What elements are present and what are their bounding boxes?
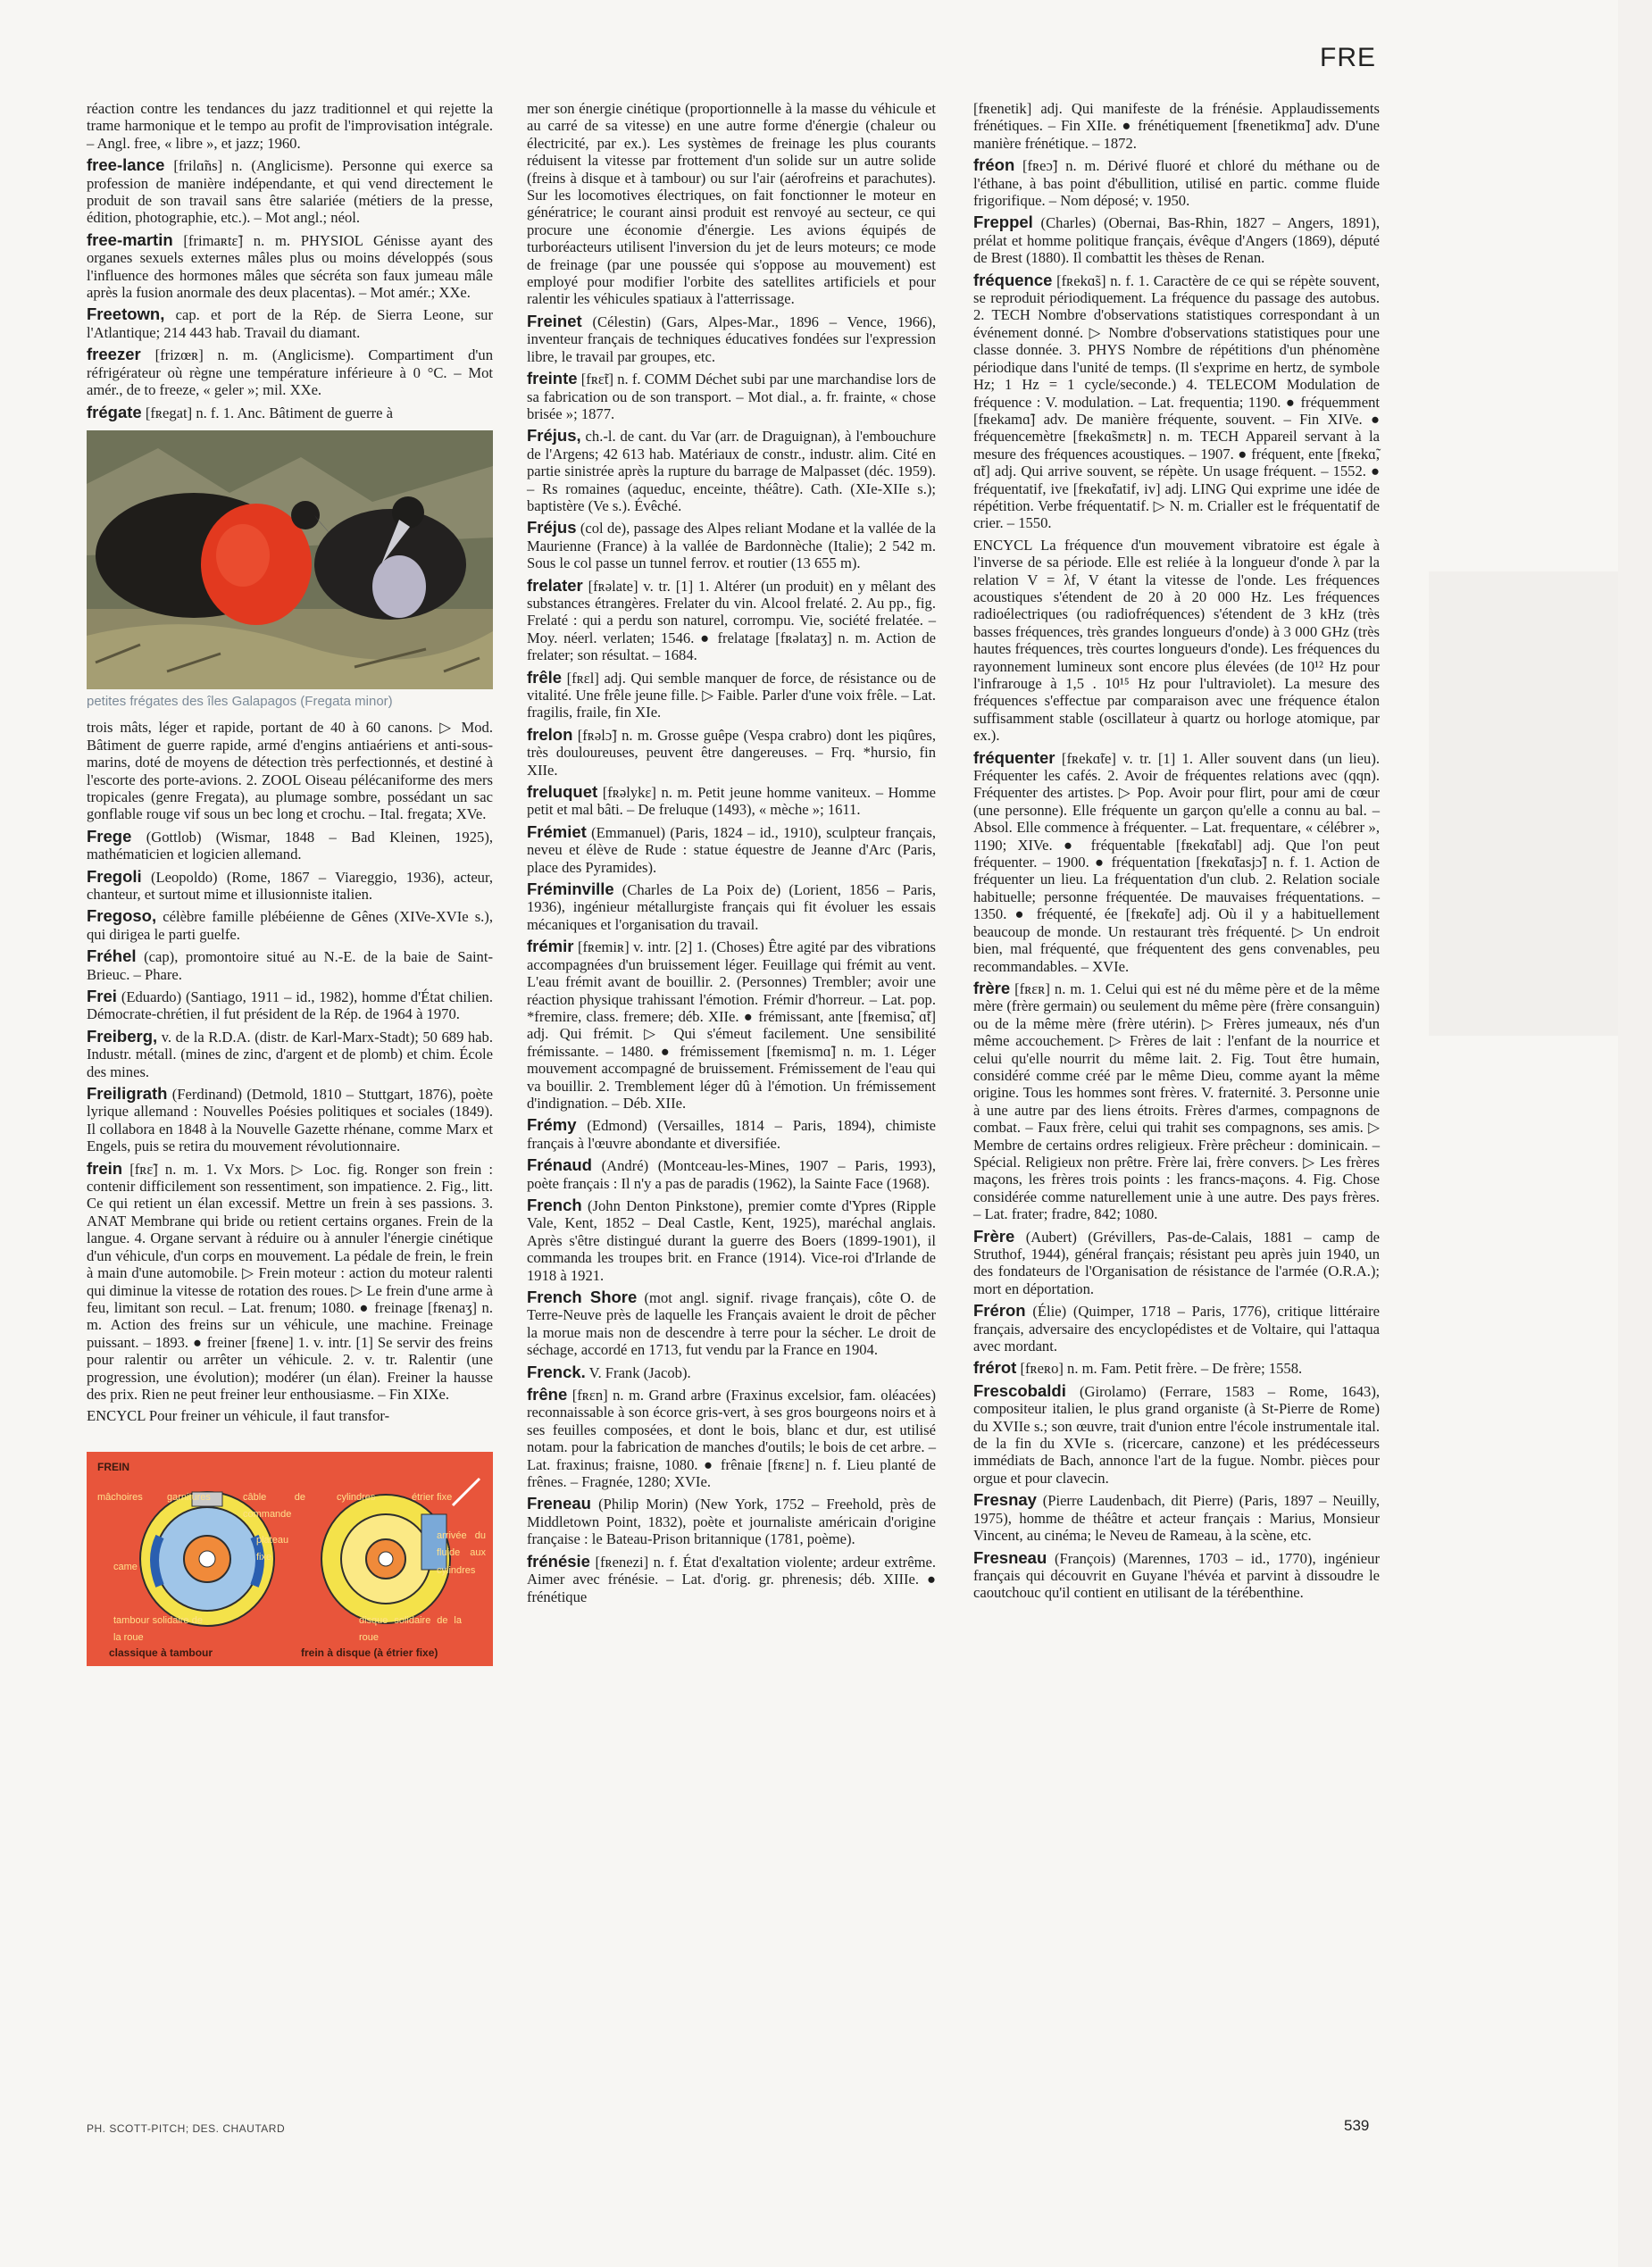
entry-text: (Gottlob) (Wismar, 1848 – Bad Kleinen, 1925), mathématicien et logicien allemand. (87, 828, 493, 863)
entry-text: (Pierre Laudenbach, dit Pierre) (Paris, 1897 – Neuilly, 1975), homme de théâtre et acteur français : Marius, Monsieur Vincent, au cinéma; le Neveu de Rameau, à la scène, etc. (973, 1492, 1380, 1545)
headword: free-martin (87, 229, 173, 249)
headword: frémir (527, 937, 574, 956)
entry-text: [fʀegat] n. f. 1. Anc. Bâtiment de guerre à (145, 404, 394, 421)
entry-text: [fʀekɑ̃s] n. f. 1. Caractère de ce qui se répète souvent, se reproduit périodiquement. La fréquence du passage des autobus. 2. TECH Nombre d'observations statistiques correspondant à un événement donné. ▷ Nombre d'observations statistiques pour une classe donnée. 3. PHYS Nombre de répétitions d'un phénomène périodique dans l'unité de temps. (Il s'exprime en hertz, de symbole Hz; 1 Hz = 1 cycle/seconde.) 4. TELECOM Modulation de fréquence : V. modulation. – Lat. frequentia; 1190. ● fréquemment [fʀekamɑ̃] adv. De manière fréquente, souvent. – Fin XIVe. ● fréquencemètre [fʀekɑ̃smɛtʀ] n. m. TECH Appareil servant à la mesure des fréquences acoustiques. – 1907. ● fréquent, ente [fʀekɑ̃, ɑ̃t] adj. Qui arrive souvent, se répète. Un usage fréquent. – 1552. ● fréquentatif, ive [fʀekɑ̃tatif, iv] adj. LING Qui exprime une idée de répétition. Verbe fréquentatif. ▷ N. m. Crialler est le fréquentatif de crier. – 1550. (973, 271, 1380, 532)
column-2 (527, 100, 936, 1610)
photo-caption: petites frégates des îles Galapagos (Fregata minor) (87, 693, 393, 709)
entry-text: [frizœʀ] n. m. (Anglicisme). Compartiment d'un réfrigérateur où règne une température inférieure à 0 °C. – Mot amér., de to freeze, « geler »; mil. XXe. (87, 346, 493, 399)
entry-text: réaction contre les tendances du jazz traditionnel et qui rejette la trame harmonique et le tempo au profit de l'improvisation intégrale. – Angl. free, « libre », et jazz; 1960. (87, 100, 493, 152)
dictionary-entry (87, 828, 493, 863)
entry-text: [fʀɛʀ] n. m. 1. Celui qui est né du même père et de la même mère (frère germain) ou seulement du même père (frère consanguin) ou de la même mère (frère utérin). ▷ Frères jumeaux, nés d'un même accouchement. ▷ Frères de lait : l'enfant de la nourrice et celui qu'elle nourrit du même lait. 2. Fig. Tout être humain, considéré comme créé par le même Dieu, comme ayant la même origine. Tous les hommes sont frères. V. fraternité. 3. Personne unie à une autre par des liens étroits. Frères d'armes, compagnons de combat. – Faux frère, celui qui trahit ses compagnons, ses amis. ▷ Membre de certains ordres religieux. Frère prêcheur : dominicain. – Spécial. Religieux non prêtre. Frère lai, frère convers. ▷ Les frères maçons, les frères trois points : les francs-maçons. 4. Fig. Chose considérée comme naturellement unie à une autre. Des pays frères. – Lat. frater; fradre, 842; 1080. (973, 979, 1381, 1223)
entry-text: (Leopoldo) (Rome, 1867 – Viareggio, 1936), acteur, chanteur, et surtout mime et illusionniste italien. (87, 868, 493, 903)
entry-text: cap. et port de la Rép. de Sierra Leone, sur l'Atlantique; 214 443 hab. Travail du diamant. (87, 306, 494, 341)
entry-text: [fʀemiʀ] v. intr. [2] 1. (Choses) Être agité par des vibrations accompagnées d'un bruissement léger. Feuillage qui frémit au vent. L'eau frémit avant de bouillir. 2. (Personnes) Trembler; avoir une réaction physique trahissant l'émotion. Frémir d'horreur. – Lat. pop. *fremire, class. fremere; déb. XIIe. ● frémissant, ante [fʀemisɑ̃, ɑ̃t] adj. Qui frémit. ▷ Qui s'émeut facilement. Une sensibilité frémissante. – 1480. ● frémissement [fʀemismɑ̃] n. m. 1. Léger mouvement accompagné de bruissement. Frémissement de l'eau qui va bouillir. 2. Tremblement léger dû à l'émotion. Un frémissement d'indignation. – Déb. XIIe. (527, 938, 937, 1112)
entry-text: [fʀenetik] adj. Qui manifeste de la frénésie. Applaudissements frénétiques. – Fin XIIe. ● frénétiquement [fʀenetikmɑ̃] adv. D'une manière frénétique. – 1872. (973, 100, 1380, 152)
dictionary-entry (527, 1495, 936, 1547)
headword: Frenck. (527, 1362, 586, 1381)
label-disque: disque solidaire de la roue (359, 1614, 462, 1644)
headword: Frénaud (527, 1155, 592, 1175)
dictionary-entry (87, 231, 493, 302)
entry-text: [fʀeɔ̃] n. m. Dérivé fluoré et chloré du méthane ou de l'éthane, à bas point d'ébullition, utilisé en partic. comme fluide frigorifique. – Nom déposé; v. 1950. (973, 157, 1380, 210)
dictionary-entry (87, 907, 493, 943)
label-arrivee: arrivée du fluide aux cylindres (437, 1529, 486, 1576)
entry-text: [fʀɛ̃t] n. f. COMM Déchet subi par une marchandise lors de sa fabrication ou de son transport. – Mot dial., a. fr. frainte, « chose brisée »; 1877. (527, 371, 936, 422)
dictionary-entry (527, 313, 936, 365)
dictionary-entry (527, 1288, 936, 1359)
dictionary-entry (527, 783, 936, 819)
headword: Fréron (973, 1301, 1026, 1321)
dictionary-entry (527, 427, 936, 514)
headword: fréquence (973, 270, 1053, 289)
dictionary-entry (87, 868, 493, 904)
headword: free-lance (87, 155, 165, 175)
headword: Fréjus, (527, 426, 581, 446)
dictionary-entry (973, 1549, 1380, 1602)
entry-text: ch.-l. de cant. du Var (arr. de Draguignan), à l'embouchure de l'Argens; 42 613 hab. Matériaux de constr., industr. alim. Cité en partie sinistrée après la rupture du barrage de Malpasset (déc. 1959). – Rs romaines (aqueduc, enceinte, théâtre). Cath. (XIe-XIIe s.); baptistère (Ve s.). Évêché. (527, 428, 937, 514)
dictionary-entry (527, 823, 936, 876)
dictionary-entry (973, 1228, 1380, 1298)
headword: Frescobaldi (973, 1380, 1066, 1400)
entry-text: (col de), passage des Alpes reliant Modane et la vallée de la Maurienne (France) à la vallée de Bardonnèche (Italie); 2 542 m. Sous le col passe un tunnel ferrov. et routier (13 655 m). (527, 520, 936, 572)
entry-text: mer son énergie cinétique (proportionnelle à la masse du véhicule et au carré de sa vitesse) en une autre forme d'énergie (chaleur ou électricité, par ex.). Les systèmes de freinage les plus courants réduisent la vitesse par frottement d'un solide sur un autre solide (freins à disque et à tambour) ou sur l'air (aérofreins et parachutes). Sur les locomotives électriques, on fait fonctionner le moteur en génératrice; le courant ainsi produit est renvoyé au secteur, ce qui procure une économie d'énergie. Les avions équipés de turboréacteurs utilisent l'inversion du jet de leurs moteurs; ce mode de freinage (par une poussée qui s'oppose au mouvement) est employé pour modifier l'orbite des satellites artificiels et pour ralentir les véhicules spatiaux à l'atterrissage. (527, 100, 936, 308)
entry-text: (André) (Montceau-les-Mines, 1907 – Paris, 1993), poète français : Il n'y a pas de paradis (1962), la Sainte Face (1968). (527, 1157, 936, 1192)
headword: freezer (87, 345, 141, 364)
headword: frêle (527, 667, 563, 687)
entry-text: ENCYCL La fréquence d'un mouvement vibratoire est égale à l'inverse de sa période. Elle est reliée à la longueur d'onde λ par la relation V = λf, V étant la vitesse de l'onde. Les fréquences acoustiques s'étendent de 20 à 20 000 Hz. Les fréquences radioélectriques (ou radiofréquences) s'étendent de 3 kHz (très basses fréquences, très grandes longueurs d'onde) à 3 000 GHz (très hautes fréquences, très courtes longueurs d'onde). Les fréquences du rayonnement lumineux sont encore plus élevées (de 10¹² Hz pour l'infrarouge à 1,5 . 10¹⁵ Hz pour l'ultraviolet). La mesure des fréquences s'effectue par comparaison avec une fréquence étalon suffisamment stable (oscillateur à quartz ou horloge atomique, par ex.). (973, 536, 1380, 745)
headword: Freetown, (87, 304, 165, 324)
headword: Fresnay (973, 1490, 1037, 1510)
dictionary-entry (527, 1386, 936, 1490)
entry-text: [fʀeʀo] n. m. Fam. Petit frère. – De frère; 1558. (1020, 1360, 1303, 1378)
dictionary-entry (527, 726, 936, 779)
dictionary-entry (973, 749, 1380, 975)
label-etrier: étrier fixe (412, 1491, 453, 1503)
dictionary-entry (87, 1085, 493, 1155)
headword: Fresneau (973, 1547, 1047, 1567)
entry-text: (Charles de La Poix de) (Lorient, 1856 – Paris, 1936), ingénieur métallurgiste français qui fit évoluer les essais mécaniques et l'organisation du travail. (527, 881, 936, 933)
entry-text: (Philip Morin) (New York, 1752 – Freehold, près de Middletown Point, 1832), poète et journaliste américain d'origine française : le Bateau-Prison britannique (1781, poème). (527, 1496, 936, 1548)
label-cable: câble de commande (243, 1491, 305, 1521)
dictionary-entry (973, 100, 1380, 152)
headword: French (527, 1195, 582, 1214)
page-number: 539 (1344, 2117, 1370, 2134)
entry-text: [fʀɛl] adj. Qui semble manquer de force, de résistance ou de vitalité. Une frêle jeune fille. ▷ Faible. Parler d'une voix frêle. – Lat. fragilis, fraile, fin XIe. (527, 669, 937, 721)
dictionary-entry (527, 519, 936, 571)
headword: frein (87, 1158, 123, 1178)
headword: freluquet (527, 782, 598, 802)
entry-text: (Charles) (Obernai, Bas-Rhin, 1827 – Angers, 1891), prélat et homme politique français, évêque d'Angers (1869), député de Brest (1880). Il combattit les thèses de Renan. (973, 214, 1380, 267)
headword: Fréminville (527, 879, 614, 899)
entry-text: (cap), promontoire situé au N.-E. de la baie de Saint-Brieuc. – Phare. (87, 948, 493, 983)
headword: French Shore (527, 1288, 638, 1306)
label-plateau: plateau fixe (256, 1534, 289, 1563)
headword: fréon (973, 155, 1015, 175)
caption-tambour: classique à tambour (109, 1646, 213, 1659)
dictionary-entry (527, 577, 936, 664)
headword: frelater (527, 575, 583, 595)
bleed-through (1429, 571, 1618, 1036)
headword: Frémy (527, 1115, 577, 1135)
dictionary-entry (973, 1382, 1380, 1487)
dictionary-entry (973, 156, 1380, 209)
dictionary-entry (527, 669, 936, 721)
entry-text: [fʀəlate] v. tr. [1] 1. Altérer (un produit) en y mêlant des substances étrangères. Frelater du vin. Alcool frelaté. 2. Au pp., fig. Frelaté : qui a perdu son naturel, corrompu. Vie, société frelatée. – Moy. néerl. verlaten; 1546. ● frelatage [fʀəlataʒ] n. m. Action de frelater; son résultat. – 1684. (527, 577, 936, 664)
diagram-title: FREIN (97, 1460, 129, 1473)
column-3 (973, 100, 1380, 1606)
dictionary-entry (527, 100, 936, 308)
entry-text: [fʀekɑ̃te] v. tr. [1] 1. Aller souvent dans (un lieu). Fréquenter les cafés. 2. Avoir de fréquentes relations avec (qqn). Fréquenter des artistes. ▷ Pop. Avoir pour flirt, pour ami de cœur (une personne). Elle fréquente un garçon qu'elle a connu au bal. – Absol. Elle commence à fréquenter. – Lat. frequentare, « célébrer », 1190; XIVe. ● fréquentable [fʀekɑ̃tabl] adj. Que l'on peut fréquenter. – 1900. ● fréquentation [fʀekɑ̃tasjɔ̃] n. f. 1. Action de fréquenter un lieu. La fréquentation d'un club. 2. Relation sociale habituelle; personne fréquentée. De mauvaises fréquentations. – 1350. ● fréquenté, ée [fʀekɑ̃te] adj. Où il y a habituellement beaucoup de monde. Un restaurant très fréquenté. ▷ Un endroit bien, mal fréquenté, que fréquentent des gens convenables, peu recommandables. – XVIe. (973, 749, 1381, 975)
headword: frelon (527, 724, 573, 744)
dictionary-entry (87, 719, 493, 822)
label-came: came (113, 1561, 138, 1572)
headword: Fregoli (87, 866, 142, 886)
dictionary-entry (973, 537, 1380, 745)
headword: frérot (973, 1358, 1017, 1378)
headword: Freppel (973, 213, 1033, 232)
dictionary-entry (87, 1028, 493, 1080)
dictionary-entry (527, 1363, 936, 1381)
headword: Fregoso, (87, 906, 157, 926)
label-machoires: mâchoires (97, 1491, 143, 1503)
entry-text: (Girolamo) (Ferrare, 1583 – Rome, 1643), compositeur italien, le plus grand organiste (à St-Pierre de Rome) du XVIIe s.; son œuvre, trait d'union entre l'école instrumentale ital. de la fin du XVIe s. (ricercare, canzone) et les prédécesseurs immédiats de Bach, annonce l'art de la fugue. Nombr. pièces pour orgue et pour clavecin. (973, 1382, 1380, 1487)
entry-text: (Eduardo) (Santiago, 1911 – id., 1982), homme d'État chilien. Démocrate-chrétien, il fut président de la Rép. de 1964 à 1970. (87, 988, 494, 1023)
entry-text: (mot angl. signif. rivage français), côte O. de Terre-Neuve près de laquelle les Français avaient le droit de pêcher la morue mais non de descendre à terre pour la sécher. Le droit de séchage, accordé en 1713, fut vendu par la France en 1904. (527, 1289, 937, 1359)
headword: frère (973, 978, 1011, 997)
headword: freinte (527, 369, 578, 388)
headword: frégate (87, 402, 142, 421)
entry-text: célèbre famille plébéienne de Gênes (XIVe-XVIe s.), qui dirigea le parti guelfe. (87, 908, 493, 943)
dictionary-entry (87, 156, 493, 227)
entry-text: [frimaʀtɛ̃] n. m. PHYSIOL Génisse ayant des organes sexuels externes mâles plus ou moins développés (sous l'influence des hormones mâles que sécréta son faux jumeau mâle après la fusion anormale des deux placentas). – Mot amér.; XXe. (87, 231, 494, 302)
dictionary-entry (527, 1553, 936, 1605)
dictionary-entry (973, 213, 1380, 266)
dictionary-entry (87, 947, 493, 983)
headword: frêne (527, 1385, 568, 1404)
brake-diagram (87, 1452, 493, 1666)
dictionary-entry (527, 938, 936, 1112)
dictionary-entry (87, 404, 493, 421)
headword: Frei (87, 987, 117, 1005)
headword: Freiberg, (87, 1026, 158, 1046)
entry-text: [fʀenezi] n. f. État d'exaltation violente; ardeur extrême. Aimer avec frénésie. – Lat. d'orig. gr. phrenesis; déb. XIIIe. ● frénétique (527, 1553, 936, 1605)
entry-text: (Ferdinand) (Detmold, 1810 – Stuttgart, 1876), poète lyrique allemand : Nouvelles Poésies politiques et sociales (1849). Il collabora en 1848 à la Nouvelle Gazette rhénane, comme Marx et Engels, puis se retira du mouvement révolutionnaire. (87, 1086, 493, 1155)
headword: Frère (973, 1226, 1015, 1246)
label-cylindres: cylindres (337, 1491, 376, 1503)
entry-text: (Edmond) (Versailles, 1814 – Paris, 1894), chimiste français à l'œuvre abondante et diversifiée. (527, 1117, 936, 1152)
dictionary-entry (527, 370, 936, 422)
headword: Frémiet (527, 821, 587, 841)
dictionary-entry (527, 880, 936, 933)
dictionary-entry (973, 1359, 1380, 1377)
dictionary-entry (87, 346, 493, 398)
column-1 (87, 100, 493, 1666)
frigatebird-illustration (87, 430, 493, 689)
entry-text: ENCYCL Pour freiner un véhicule, il faut transfor- (87, 1407, 390, 1425)
headword: Fréjus (527, 518, 577, 538)
entry-text: [fʀɛn] n. m. Grand arbre (Fraxinus excelsior, fam. oléacées) reconnaissable à son écorce gris-vert, à ses gros bourgeons noirs et à ses feuilles composées, et dont le bois, blanc et dur, est utilisé notam. pour la fabrication de manches d'outils; le bois de cet arbre. – Lat. fraxinus; fraisne, 1080. ● frênaie [fʀɛnɛ] n. f. Lieu planté de frênes. – Fragnée, 1280; XVIe. (527, 1387, 936, 1491)
headword: fréquenter (973, 747, 1055, 767)
section-header: FRE (1320, 43, 1376, 72)
entry-text: (Élie) (Quimper, 1718 – Paris, 1776), critique littéraire français, adversaire des encyclopédistes et de Voltaire, qui l'attaqua avec mordant. (973, 1303, 1380, 1355)
photo-credit: PH. SCOTT-PITCH; DES. CHAUTARD (87, 2122, 286, 2135)
dictionary-entry (973, 1491, 1380, 1544)
label-garnitures: garnitures (167, 1491, 211, 1503)
entry-text: (Aubert) (Grévillers, Pas-de-Calais, 1881 – camp de Struthof, 1944), général français; résistant peu après juin 1940, un des fondateurs de l'Organisation de résistance de l'armée (O.R.A.); mort en déportation. (973, 1228, 1380, 1297)
entry-text: (François) (Marennes, 1703 – id., 1770), ingénieur français qui découvrit en Guyane l'hévéa et parvint à dissoudre le caoutchouc qu'il contient en utilisant de la térébenthine. (973, 1549, 1380, 1602)
dictionary-entry (527, 1196, 936, 1284)
entry-text: V. Frank (Jacob). (588, 1363, 691, 1381)
dictionary-entry (87, 1407, 493, 1424)
dictionary-entry (87, 988, 493, 1023)
entry-text: [frilɑ̃ns] n. (Anglicisme). Personne qui exerce sa profession de manière indépendante, et qui vend directement le produit de son travail sans être salariée (métiers de la presse, édition, photographie, etc.). – Mot angl.; néol. (87, 157, 493, 227)
dictionary-entry (973, 271, 1380, 532)
entry-text: [fʀɛ̃] n. m. 1. Vx Mors. ▷ Loc. fig. Ronger son frein : contenir difficilement son ressentiment, son impatience. 2. Fig., litt. Ce qui retient un élan excessif. Mettre un frein à ses passions. 3. ANAT Membrane qui bride ou retient certains organes. Frein de la langue. 4. Organe servant à réduire ou à annuler l'énergie cinétique d'un véhicule, d'un corps en mouvement. La pédale de frein, le frein à main d'une automobile. ▷ Frein moteur : action du moteur ralenti qui diminue la vitesse de rotation des roues. ▷ Le frein d'une arme à feu, limitant son recul. – Lat. frenum; 1080. ● freinage [fʀenaʒ] n. m. Action des freins sur un véhicule, une machine. Freinage puissant. – 1893. ● freiner [fʀene] 1. v. intr. [1] Se servir des freins pour ralentir ou arrêter un véhicule. 2. v. tr. Ralentir (une progression, une évolution); modérer (un élan). Freiner la hausse des prix. Rien ne peut freiner leur enthousiasme. – Fin XIXe. (87, 1160, 494, 1403)
entry-text: [fʀəlɔ̃] n. m. Grosse guêpe (Vespa crabro) dont les piqûres, très douloureuses, peuvent être dangereuses. – Frq. *hursio, fin XIIe. (527, 726, 936, 779)
headword: Fréhel (87, 946, 137, 966)
entry-text: (Emmanuel) (Paris, 1824 – id., 1910), sculpteur français, neveu et élève de Rude : statue équestre de Jeanne d'Arc (Paris, place des Pyramides). (527, 823, 936, 876)
entry-text: [fʀəlykɛ] n. m. Petit jeune homme vaniteux. – Homme petit et mal bâti. – De freluque (1493), « mèche »; 1611. (527, 784, 936, 819)
entry-text: (Célestin) (Gars, Alpes-Mar., 1896 – Vence, 1966), inventeur français de techniques éducatives fondées sur l'expression libre, le travail par groupes, etc. (527, 313, 936, 365)
dictionary-entry (973, 979, 1380, 1223)
dictionary-entry (527, 1156, 936, 1192)
label-tambour: tambour solidaire de la roue (113, 1614, 203, 1644)
frigatebird-photo (87, 430, 493, 689)
headword: Frege (87, 826, 132, 846)
headword: frénésie (527, 1551, 590, 1571)
dictionary-entry (87, 1160, 493, 1404)
headword: Freneau (527, 1494, 591, 1513)
dictionary-entry (87, 305, 493, 341)
entry-text: (John Denton Pinkstone), premier comte d'Ypres (Ripple Vale, Kent, 1852 – Deal Castle, Kent, 1925), maréchal anglais. Après s'être distingué durant la guerre des Boers (1899-1901), il commanda les troupes brit. en France (1914). Vice-roi d'Irlande de 1918 à 1921. (527, 1196, 936, 1284)
dictionary-entry (527, 1116, 936, 1152)
dictionary-entry (87, 100, 493, 152)
dictionary-entry (973, 1302, 1380, 1354)
headword: Freinet (527, 311, 582, 330)
caption-disque: frein à disque (à étrier fixe) (301, 1646, 438, 1659)
headword: Freiligrath (87, 1084, 168, 1104)
entry-text: trois mâts, léger et rapide, portant de 40 à 60 canons. ▷ Mod. Bâtiment de guerre rapide, armé d'engins antiaériens et anti-sous-marins, doté de moyens de détection très perfectionnés, et destiné à l'escorte des porte-avions. 2. ZOOL Oiseau pélécaniforme des mers tropicales (genre Fregata), au plumage sombre, possédant un sac gonflable rouge vif sous un bec long et crochu. – Ital. fregata; XVe. (87, 719, 493, 823)
entry-text: v. de la R.D.A. (distr. de Karl-Marx-Stadt); 50 689 hab. Industr. métall. (mines de zinc, d'argent et de plomb) et chim. École des mines. (87, 1028, 493, 1080)
